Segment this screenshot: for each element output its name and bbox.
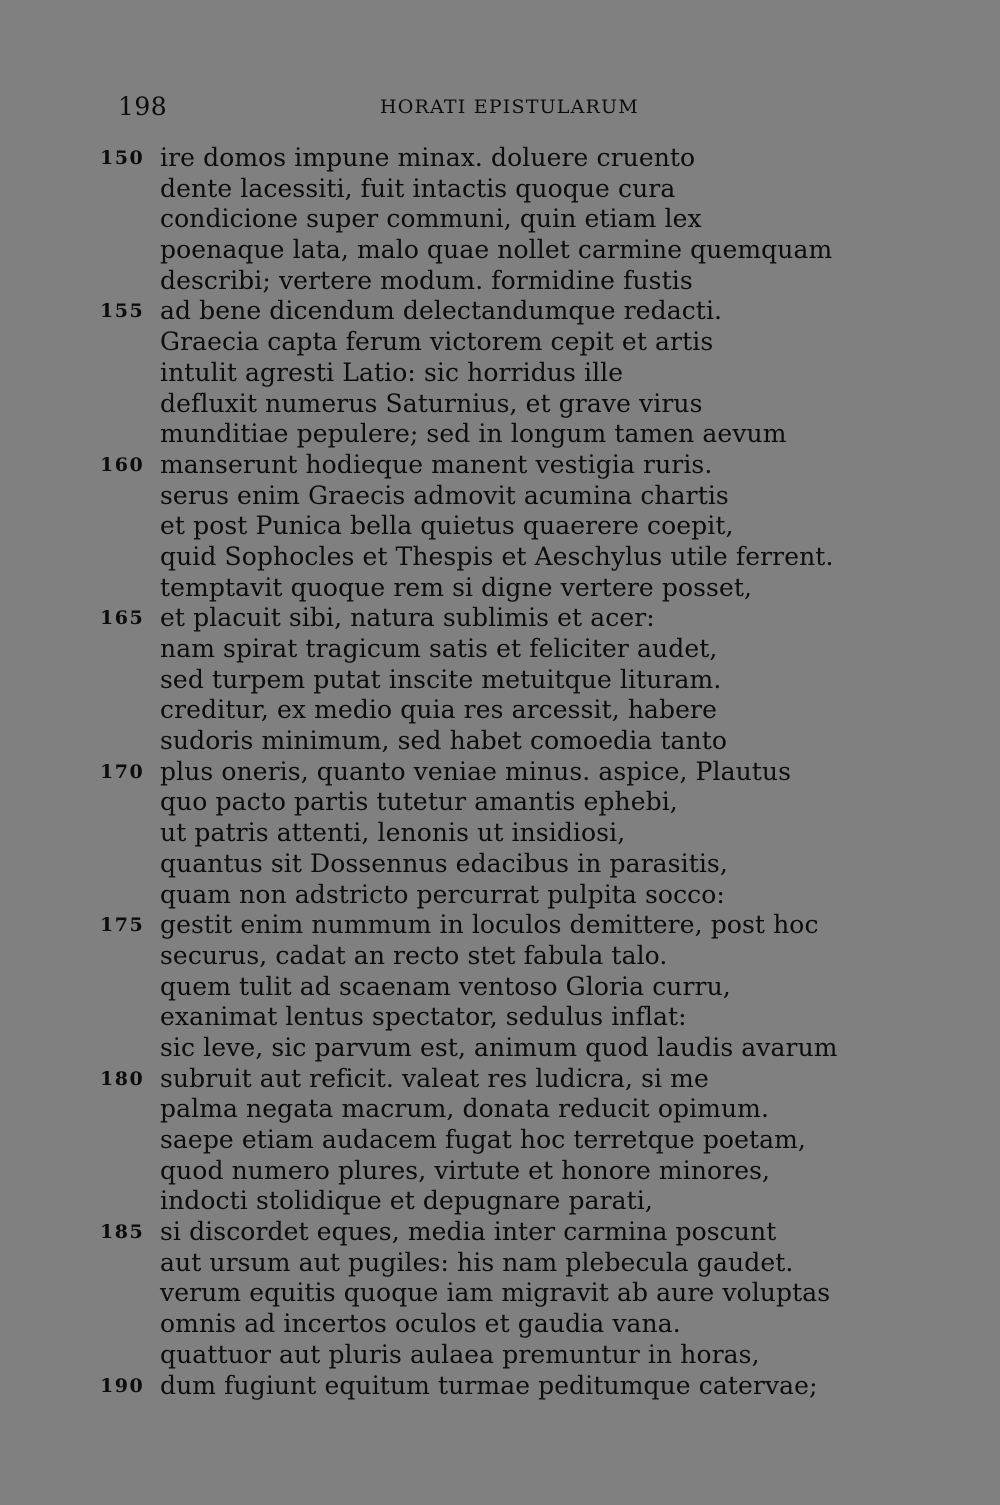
verse-text: quattuor aut pluris aulaea premuntur in horas, [160, 1339, 760, 1369]
verse-line [0, 634, 1000, 665]
verse-line [0, 818, 1000, 849]
verse-text: creditur, ex medio quia res arcessit, habere [160, 695, 717, 725]
line-number: 150 [100, 147, 145, 169]
line-number: 180 [100, 1067, 145, 1090]
line-number: 175 [100, 914, 145, 937]
verse-line [0, 266, 1000, 297]
verse-text: intulit agresti Latio: sic horridus ille [160, 357, 624, 387]
verse-text: palma negata macrum, donata reducit opimum. [160, 1094, 770, 1124]
verse-line [0, 296, 1000, 327]
verse-line [0, 204, 1000, 235]
verse-text: verum equitis quoque iam migravit ab aure voluptas [160, 1278, 831, 1308]
verse-line [0, 511, 1000, 542]
verse-text: quod numero plures, virtute et honore minores, [160, 1155, 771, 1185]
line-number: 190 [100, 1374, 145, 1397]
verse-line [0, 1248, 1000, 1279]
verse-line [0, 972, 1000, 1003]
line-number: 160 [100, 453, 145, 476]
verse-text: indocti stolidique et depugnare parati, [160, 1186, 653, 1216]
verse-text: securus, cadat an recto stet fabula talo. [160, 940, 668, 970]
verse-line [0, 941, 1000, 972]
verse-text: plus oneris, quanto veniae minus. aspice, Plautus [160, 756, 792, 786]
verse-text: quo pacto partis tutetur amantis ephebi, [160, 787, 678, 817]
verse-line [0, 1309, 1000, 1340]
line-number: 170 [100, 760, 145, 783]
line-number: 155 [100, 300, 145, 323]
verse-line [0, 573, 1000, 604]
verse-text: nam spirat tragicum satis et feliciter audet, [160, 634, 718, 663]
verse-text: serus enim Graecis admovit acumina chartis [160, 480, 729, 510]
verse-line [0, 327, 1000, 358]
verse-text: quid Sophocles et Thespis et Aeschylus utile ferrent. [160, 541, 834, 571]
verse-line [0, 174, 1000, 205]
verse-text: ad bene dicendum delectandumque redacti. [160, 296, 723, 326]
verse-line [0, 143, 1000, 174]
verse-text: ut patris attenti, lenonis ut insidiosi, [160, 818, 626, 848]
verse-line [0, 603, 1000, 634]
line-number: 185 [100, 1221, 145, 1244]
verse-line [0, 389, 1000, 420]
verse-text: aut ursum aut pugiles: his nam plebecula gaudet. [160, 1247, 794, 1277]
verse-text: quem tulit ad scaenam ventoso Gloria curru, [160, 971, 731, 1001]
verse-line [0, 1125, 1000, 1156]
verse-text: sed turpem putat inscite metuitque lituram. [160, 664, 722, 694]
verse-line [0, 1217, 1000, 1248]
verse-line [0, 1094, 1000, 1125]
verse-line [0, 1340, 1000, 1371]
verse-text: sudoris minimum, sed habet comoedia tanto [160, 726, 727, 756]
verse-line [0, 542, 1000, 573]
verse-text: et post Punica bella quietus quaerere coepit, [160, 511, 734, 541]
verse-line [0, 1156, 1000, 1187]
verse-text: poenaque lata, malo quae nollet carmine quemquam [160, 235, 833, 265]
verse-text: exanimat lentus spectator, sedulus inflat: [160, 1002, 687, 1032]
verse-text: omnis ad incertos oculos et gaudia vana. [160, 1309, 681, 1339]
verse-line [0, 757, 1000, 788]
verse-line [0, 419, 1000, 450]
verse-text: Graecia capta ferum victorem cepit et artis [160, 327, 714, 357]
verse-text: munditiae pepulere; sed in longum tamen aevum [160, 419, 787, 449]
verse-text: quantus sit Dossennus edacibus in parasitis, [160, 848, 728, 878]
verse-text: manserunt hodieque manent vestigia ruris. [160, 449, 713, 479]
verse-text: ire domos impune minax. doluere cruento [160, 143, 696, 172]
verse-line [0, 1186, 1000, 1217]
verse-text: et placuit sibi, natura sublimis et acer: [160, 603, 655, 633]
verse-text: subruit aut reficit. valeat res ludicra, si me [160, 1063, 709, 1093]
verse-text: gestit enim nummum in loculos demittere, post hoc [160, 910, 819, 940]
verse-line [0, 880, 1000, 911]
running-head [118, 92, 678, 126]
verse-text: si discordet eques, media inter carmina poscunt [160, 1217, 777, 1247]
verse-line [0, 1064, 1000, 1095]
verse-line [0, 1278, 1000, 1309]
page-number: 198 [118, 92, 168, 121]
verse-text: dum fugiunt equitum turmae peditumque catervae; [160, 1370, 818, 1400]
verse-text: condicione super communi, quin etiam lex [160, 204, 702, 234]
verse-line [0, 1371, 1000, 1402]
verse-block [0, 143, 1000, 1401]
verse-line [0, 358, 1000, 389]
line-number: 165 [100, 607, 145, 630]
verse-line [0, 450, 1000, 481]
verse-line [0, 665, 1000, 696]
verse-text: quam non adstricto percurrat pulpita socco: [160, 879, 725, 909]
verse-text: saepe etiam audacem fugat hoc terretque poetam, [160, 1125, 806, 1154]
verse-line [0, 910, 1000, 941]
verse-text: describi; vertere modum. formidine fustis [160, 265, 693, 295]
verse-line [0, 849, 1000, 880]
verse-line [0, 726, 1000, 757]
verse-text: temptavit quoque rem si digne vertere posset, [160, 572, 753, 602]
verse-line [0, 235, 1000, 266]
verse-line [0, 1002, 1000, 1033]
verse-line [0, 481, 1000, 512]
verse-line [0, 695, 1000, 726]
verse-line [0, 787, 1000, 818]
verse-text: dente lacessiti, fuit intactis quoque cura [160, 173, 676, 203]
verse-text: sic leve, sic parvum est, animum quod laudis avarum [160, 1032, 838, 1062]
verse-line [0, 1033, 1000, 1064]
running-title: HORATI EPISTULARUM [380, 96, 639, 118]
verse-text: defluxit numerus Saturnius, et grave virus [160, 388, 703, 418]
